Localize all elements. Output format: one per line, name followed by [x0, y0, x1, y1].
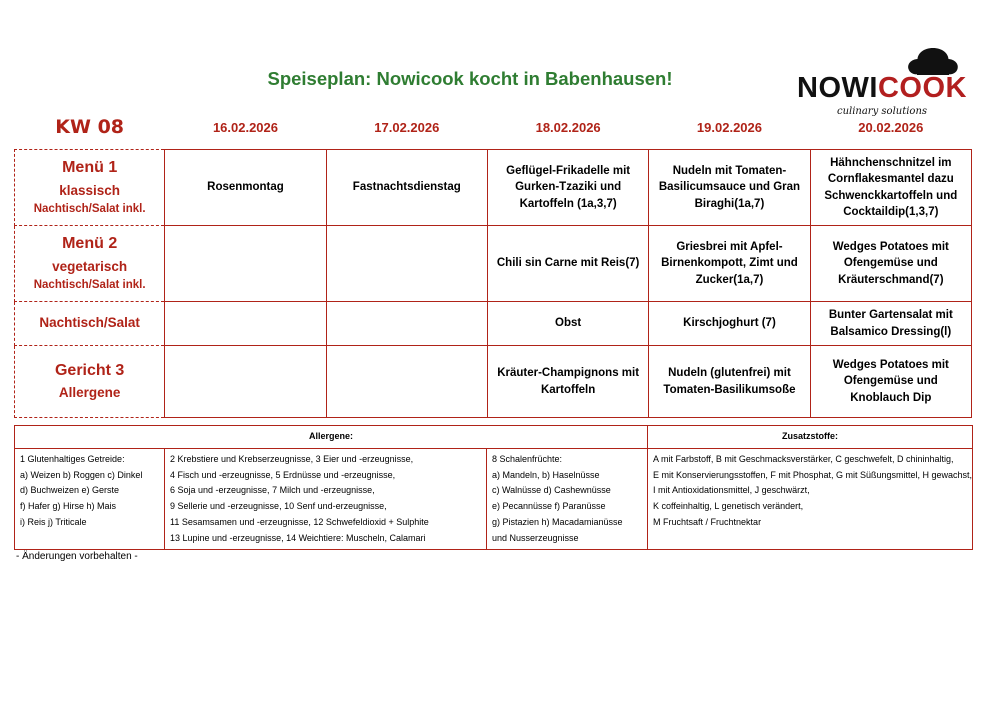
menu-cell-r1c1: Rosenmontag [165, 150, 326, 226]
legend-line: g) Pistazien h) Macadamianüsse [492, 516, 623, 527]
row-label-menu-1 [15, 150, 165, 226]
logo-tagline: culinary solutions [836, 106, 928, 117]
menu-cell-r4c3: Kräuter-Champignons mit Kartoffeln [487, 346, 648, 418]
row-label-line1: Gericht 3 [54, 361, 125, 379]
legend-line: 1 Glutenhaltiges Getreide: [20, 453, 125, 464]
legend-line: c) Walnüsse d) Cashewnüsse [492, 485, 611, 496]
row-label-line1: Nachtisch/Salat [39, 315, 140, 331]
legend-line: i) Reis j) Triticale [20, 516, 87, 527]
legend-line: a) Weizen b) Roggen c) Dinkel [20, 469, 143, 480]
document-header [0, 40, 1000, 117]
legend-line: 6 Soja und -erzeugnisse, 7 Milch und -erzeugnisse, [170, 485, 375, 496]
menu-cell-r3c2 [326, 302, 487, 346]
legend-col-3 [487, 448, 648, 550]
row-label-line2: vegetarisch [52, 258, 128, 274]
legend-line: 11 Sesamsamen und -erzeugnisse, 12 Schwefeldioxid + Sulphite [170, 516, 429, 527]
legend-line: d) Buchweizen e) Gerste [20, 485, 120, 496]
legend-line: E mit Konservierungsstoffen, F mit Phosphat, G mit Süßungsmittel, H gewachst, [653, 469, 972, 480]
legend-col-4 [648, 448, 973, 550]
menu-cell-r1c2: Fastnachtsdienstag [326, 150, 487, 226]
legend-line: K coffeinhaltig, L genetisch verändert, [653, 501, 804, 511]
row-label-line2: Allergene [58, 385, 121, 401]
legend-line: 2 Krebstiere und Krebserzeugnisse, 3 Eier und -erzeugnisse, [170, 453, 414, 464]
week-label: KW 08 [55, 116, 125, 138]
footer-note: - Änderungen vorbehalten - [16, 551, 138, 562]
row-label-line3: Nachtisch/Salat inkl. [33, 203, 146, 216]
date-header-2: 17.02.2026 [374, 119, 440, 135]
menu-cell-r4c4: Nudeln (glutenfrei) mit Tomaten-Basilikumsoße [649, 346, 810, 418]
table-row [15, 150, 972, 226]
menu-cell-r1c3: Geflügel-Frikadelle mit Gurken-Tzaziki und Kartoffeln (1a,3,7) [487, 150, 648, 226]
menu-cell-r1c5: Hähnchenschnitzel im Cornflakesmantel dazu Schwenckkartoffeln und Cocktaildip(1,3,7) [810, 150, 971, 226]
table-row [15, 302, 972, 346]
legend-line: A mit Farbstoff, B mit Geschmacksverstärker, C geschwefelt, D chininhaltig, [653, 453, 954, 464]
legend-line: M Fruchtsaft / Fruchtnektar [653, 516, 762, 527]
logo-text-nowi: NOWI [797, 72, 878, 104]
row-label-line1: Menü 1 [62, 158, 118, 176]
zusatzstoffe-title: Zusatzstoffe: [648, 426, 973, 449]
row-label-menu-2 [15, 226, 165, 302]
menu-cell-r2c4: Griesbrei mit Apfel-Birnenkompott, Zimt und Zucker(1a,7) [649, 226, 810, 302]
menu-cell-r2c2 [326, 226, 487, 302]
legend-col-1 [15, 448, 165, 550]
row-label-gericht-3 [15, 346, 165, 418]
legend-line: I mit Antioxidationsmittel, J geschwärzt, [653, 485, 810, 496]
legend-line: 9 Sellerie und -erzeugnisse, 10 Senf und-erzeugnisse, [170, 501, 387, 511]
row-label-line2: klassisch [59, 182, 121, 198]
menu-cell-r3c4: Kirschjoghurt (7) [649, 302, 810, 346]
legend-line: 8 Schalenfrüchte: [492, 453, 563, 464]
allergene-title: Allergene: [15, 426, 648, 449]
logo-text-cook: COOK [877, 72, 967, 104]
legend-line: und Nusserzeugnisse [492, 532, 579, 543]
table-header-row [15, 105, 972, 150]
legend-line: 4 Fisch und -erzeugnisse, 5 Erdnüsse und -erzeugnisse, [170, 469, 396, 480]
menu-cell-r1c4: Nudeln mit Tomaten-Basilicumsauce und Gran Biraghi(1a,7) [649, 150, 810, 226]
row-label-line1: Menü 2 [62, 234, 118, 252]
date-header-5: 20.02.2026 [858, 119, 924, 135]
menu-cell-r2c3: Chili sin Carne mit Reis(7) [487, 226, 648, 302]
date-header-4: 19.02.2026 [696, 119, 762, 135]
legend-line: a) Mandeln, b) Haselnüsse [492, 469, 600, 480]
menu-cell-r3c5: Bunter Gartensalat mit Balsamico Dressing(l) [810, 302, 971, 346]
date-header-1: 16.02.2026 [212, 119, 279, 135]
page-title: Speiseplan: Nowicook kocht in Babenhausen! [267, 68, 673, 89]
table-row [15, 226, 972, 302]
menu-cell-r3c3: Obst [487, 302, 648, 346]
logo-wordmark [782, 74, 982, 103]
legend-line: f) Hafer g) Hirse h) Mais [20, 501, 117, 511]
menu-table [14, 105, 972, 418]
menu-cell-r4c5: Wedges Potatoes mit Ofengemüse und Knoblauch Dip [810, 346, 971, 418]
row-label-line3: Nachtisch/Salat inkl. [33, 279, 146, 292]
menu-cell-r4c2 [326, 346, 487, 418]
table-row [15, 346, 972, 418]
menu-cell-r4c1 [165, 346, 326, 418]
menu-cell-r2c5: Wedges Potatoes mit Ofengemüse und Kräuterschmand(7) [810, 226, 971, 302]
legend-line: 13 Lupine und -erzeugnisse, 14 Weichtiere: Muscheln, Calamari [170, 532, 426, 543]
legend-table [14, 425, 973, 550]
menu-cell-r2c1 [165, 226, 326, 302]
legend-col-2 [165, 448, 487, 550]
menu-cell-r3c1 [165, 302, 326, 346]
legend-content-row [15, 448, 973, 550]
legend-header-row [15, 426, 973, 449]
date-header-3: 18.02.2026 [535, 119, 601, 135]
row-label-dessert-salad [15, 302, 165, 346]
legend-line: e) Pecannüsse f) Paranüsse [492, 501, 606, 511]
